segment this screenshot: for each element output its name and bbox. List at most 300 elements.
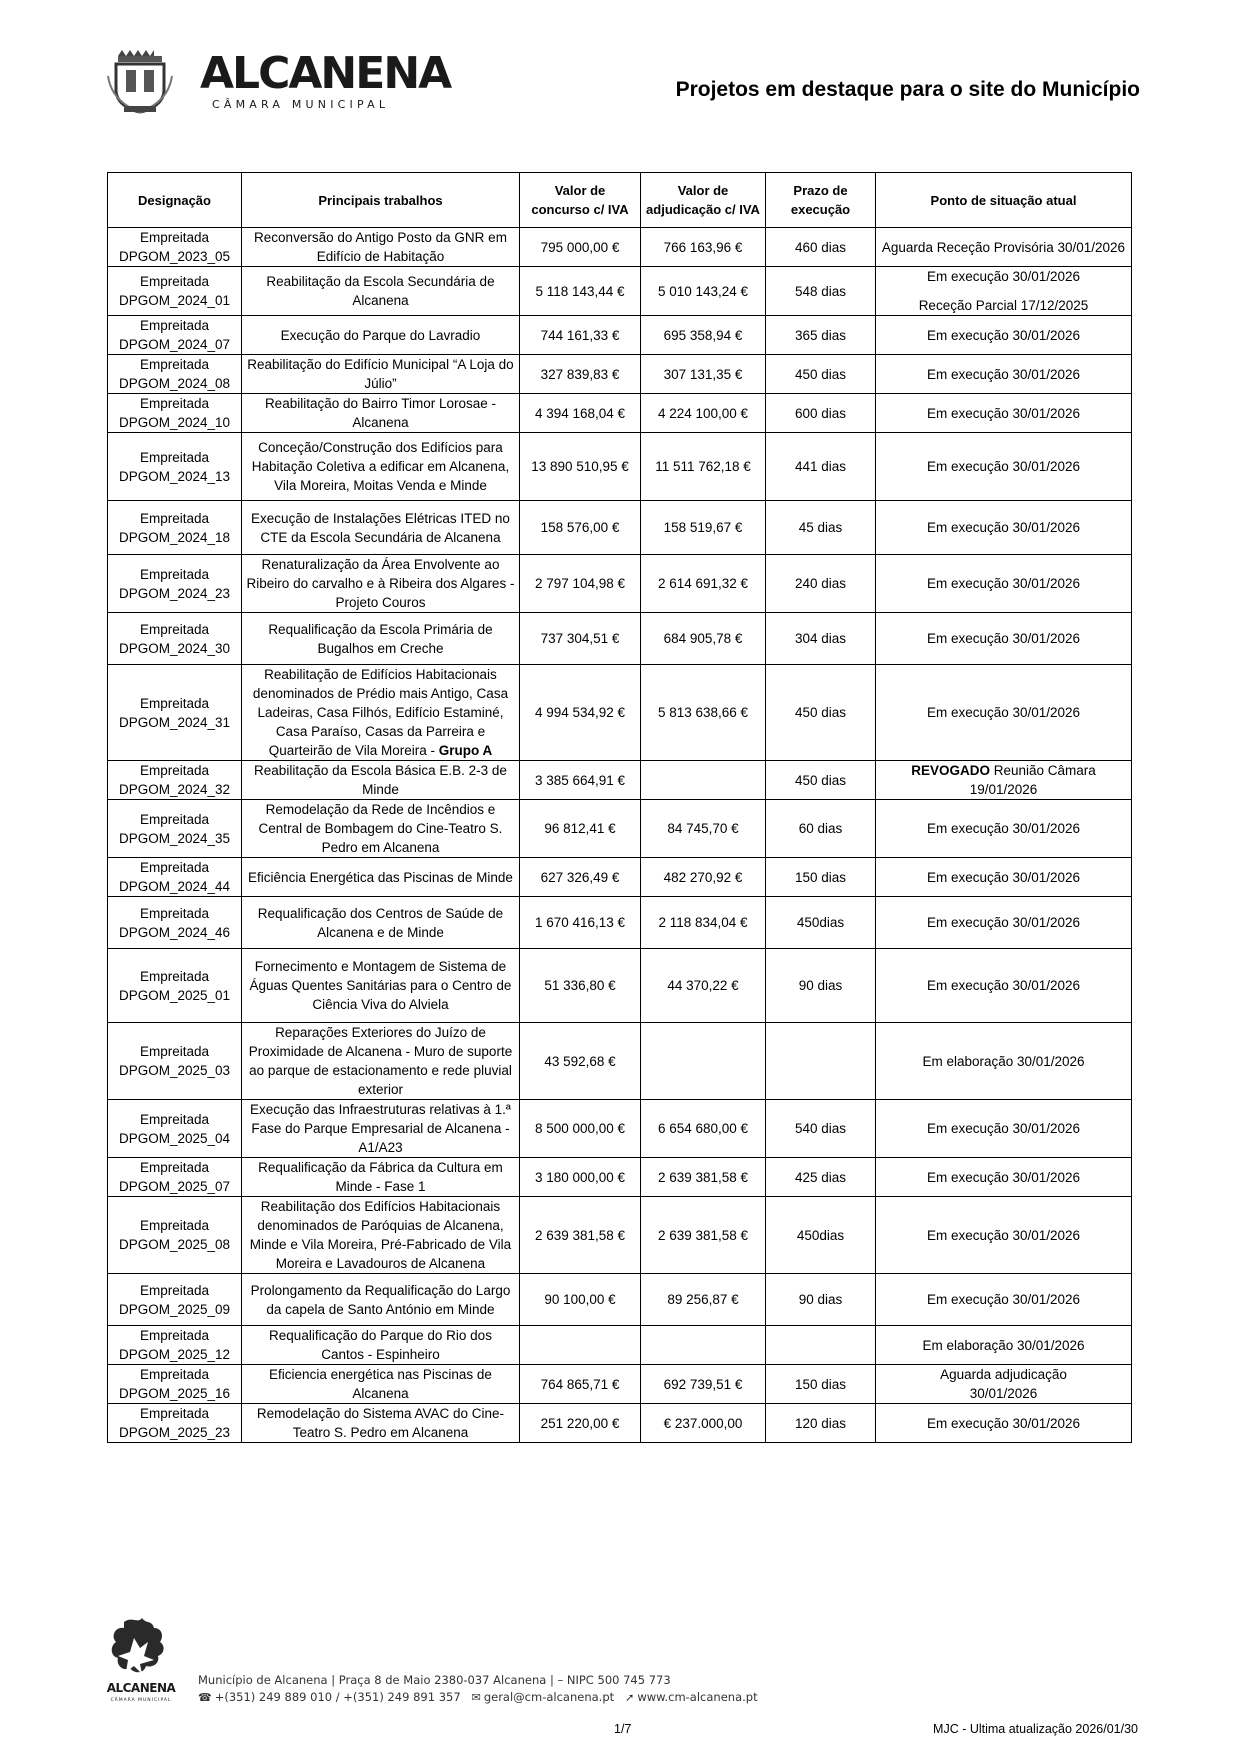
prazo-execucao: 90 dias xyxy=(798,978,843,993)
cell-prazo xyxy=(766,949,876,1023)
cell-trabalhos xyxy=(242,555,520,613)
table-row xyxy=(108,1023,1132,1100)
column-header-designacao: Designação xyxy=(108,173,242,228)
trabalhos-text: Reabilitação de Edifícios Habitacionais denominados de Prédio mais Antigo, Casa Ladeiras, Casa Filhós, Edifício Estaminé, Casa Paraíso, Casas da Parreira e Quarteirão de Vila Moreira - xyxy=(252,667,509,758)
status-text: Em elaboração 30/01/2026 xyxy=(922,1053,1085,1069)
brand-logo xyxy=(200,48,451,111)
page-number: 1/7 xyxy=(614,1722,632,1736)
prazo-execucao: 450dias xyxy=(796,915,845,930)
prazo-execucao: 90 dias xyxy=(798,1292,843,1307)
cell-prazo xyxy=(766,267,876,316)
cell-designacao xyxy=(108,1365,242,1404)
prazo-execucao: 60 dias xyxy=(798,821,843,836)
prazo-execucao: 450dias xyxy=(796,1227,845,1243)
footer-brand-subtitle: CÂMARA MUNICIPAL xyxy=(110,1698,172,1703)
valor-concurso: 158 576,00 € xyxy=(540,520,620,535)
cell-valor-adjudicacao xyxy=(641,1100,766,1158)
cell-trabalhos xyxy=(242,665,520,761)
cell-valor-concurso xyxy=(520,501,641,555)
cell-valor-adjudicacao xyxy=(641,800,766,858)
cell-valor-adjudicacao xyxy=(641,949,766,1023)
prazo-execucao: 240 dias xyxy=(794,576,847,591)
cell-trabalhos xyxy=(242,800,520,858)
cell-situacao xyxy=(876,613,1132,665)
cell-situacao xyxy=(876,1023,1132,1100)
status-text: Aguarda Receção Provisória 30/01/2026 xyxy=(881,239,1126,255)
cell-valor-adjudicacao xyxy=(641,1158,766,1197)
cell-valor-adjudicacao xyxy=(641,1326,766,1365)
cell-valor-adjudicacao xyxy=(641,1404,766,1443)
status-text: Em execução 30/01/2026 xyxy=(926,576,1081,591)
valor-adjudicacao: 2 118 834,04 € xyxy=(658,915,748,930)
prazo-execucao: 365 dias xyxy=(794,327,847,343)
trabalhos-text: Eficiencia energética nas Piscinas de Alcanena xyxy=(269,1367,492,1401)
table-row xyxy=(108,1326,1132,1365)
trabalhos-text: Reparações Exteriores do Juízo de Proximidade de Alcanena - Muro de suporte ao parque de estacionamento e rede pluvial exterior xyxy=(248,1025,513,1097)
table-row xyxy=(108,355,1132,394)
cell-designacao xyxy=(108,1158,242,1197)
status-text: Em execução 30/01/2026 xyxy=(926,631,1081,646)
designacao-code: DPGOM_2024_01 xyxy=(118,293,231,308)
table-row xyxy=(108,665,1132,761)
status-text: Em execução 30/01/2026 xyxy=(926,915,1081,930)
table-row xyxy=(108,394,1132,433)
cell-trabalhos xyxy=(242,1326,520,1365)
cell-situacao xyxy=(876,316,1132,355)
designacao-type: Empreitada xyxy=(139,905,210,921)
valor-concurso: 627 326,49 € xyxy=(540,869,620,885)
column-header-situacao: Ponto de situação atual xyxy=(876,173,1132,228)
cell-situacao xyxy=(876,665,1132,761)
cell-prazo xyxy=(766,858,876,897)
status-text: Em execução 30/01/2026 xyxy=(926,405,1081,421)
footer-address: Município de Alcanena | Praça 8 de Maio 2380-037 Alcanena | – NIPC 500 745 773 xyxy=(198,1673,671,1687)
status-text: Em execução 30/01/2026 xyxy=(926,269,1081,284)
cell-situacao xyxy=(876,228,1132,267)
cell-prazo xyxy=(766,800,876,858)
designacao-type: Empreitada xyxy=(139,274,210,289)
valor-concurso: 737 304,51 € xyxy=(540,631,620,646)
status-text: Em execução 30/01/2026 xyxy=(926,869,1081,885)
table-row xyxy=(108,1197,1132,1274)
valor-concurso: 251 220,00 € xyxy=(540,1415,620,1431)
cell-prazo xyxy=(766,501,876,555)
footer-brand-name: ALCANENA xyxy=(106,1681,176,1695)
valor-concurso: 90 100,00 € xyxy=(544,1292,616,1307)
cell-valor-adjudicacao xyxy=(641,267,766,316)
cell-trabalhos xyxy=(242,897,520,949)
cell-prazo xyxy=(766,897,876,949)
cell-valor-concurso xyxy=(520,613,641,665)
cell-valor-concurso xyxy=(520,316,641,355)
cell-designacao xyxy=(108,949,242,1023)
cell-valor-adjudicacao xyxy=(641,858,766,897)
designacao-type: Empreitada xyxy=(139,695,210,711)
cell-situacao xyxy=(876,761,1132,800)
cell-situacao xyxy=(876,1365,1132,1404)
valor-concurso: 13 890 510,95 € xyxy=(531,459,629,474)
cell-trabalhos xyxy=(242,613,520,665)
trabalhos-text: Conceção/Construção dos Edifícios para Habitação Coletiva a edificar em Alcanena, Vila Moreira, Moitas Venda e Minde xyxy=(251,440,510,493)
status-text: Em execução 30/01/2026 xyxy=(926,1227,1081,1243)
trabalhos-text: Execução das Infraestruturas relativas à 1.ª Fase do Parque Empresarial de Alcanena - A1/A23 xyxy=(250,1102,511,1155)
status-text: Em elaboração 30/01/2026 xyxy=(922,1337,1085,1353)
cell-trabalhos xyxy=(242,1100,520,1158)
designacao-type: Empreitada xyxy=(139,1044,210,1059)
designacao-code: DPGOM_2023_05 xyxy=(118,249,231,264)
trabalhos-text: Remodelação do Sistema AVAC do Cine-Teatro S. Pedro em Alcanena xyxy=(256,1406,505,1440)
valor-concurso: 8 500 000,00 € xyxy=(534,1121,626,1136)
cell-prazo xyxy=(766,1365,876,1404)
cell-prazo xyxy=(766,613,876,665)
valor-adjudicacao: 307 131,35 € xyxy=(663,366,743,382)
cell-situacao xyxy=(876,1197,1132,1274)
table-row xyxy=(108,228,1132,267)
column-header-trabalhos: Principais trabalhos xyxy=(242,173,520,228)
cell-valor-adjudicacao xyxy=(641,1365,766,1404)
cell-trabalhos xyxy=(242,501,520,555)
designacao-type: Empreitada xyxy=(139,1218,210,1233)
trabalhos-text: Prolongamento da Requalificação do Largo da capela de Santo António em Minde xyxy=(250,1282,511,1317)
designacao-code: DPGOM_2025_16 xyxy=(118,1386,231,1401)
status-text: Reunião Câmara 19/01/2026 xyxy=(969,763,1096,797)
cell-valor-adjudicacao xyxy=(641,433,766,501)
cell-situacao xyxy=(876,555,1132,613)
cell-situacao xyxy=(876,267,1132,316)
cell-trabalhos xyxy=(242,228,520,267)
designacao-type: Empreitada xyxy=(139,318,210,333)
valor-adjudicacao: 766 163,96 € xyxy=(663,239,743,255)
table-body xyxy=(108,228,1132,1443)
prazo-execucao: 450 dias xyxy=(794,705,847,720)
designacao-type: Empreitada xyxy=(139,1282,210,1298)
designacao-code: DPGOM_2024_44 xyxy=(118,879,231,894)
valor-adjudicacao: 44 370,22 € xyxy=(667,978,739,993)
cell-valor-concurso xyxy=(520,897,641,949)
cell-valor-adjudicacao xyxy=(641,897,766,949)
designacao-type: Empreitada xyxy=(139,1111,210,1127)
designacao-type: Empreitada xyxy=(139,763,210,778)
valor-concurso: 327 839,83 € xyxy=(540,366,620,382)
trabalhos-text: Reabilitação dos Edifícios Habitacionais denominados de Paróquias de Alcanena, Minde e Vila Moreira, Pré-Fabricado de Vila Moreira e Lavadouros de Alcanena xyxy=(249,1199,512,1271)
cell-valor-concurso xyxy=(520,228,641,267)
status-text: 30/01/2026 xyxy=(969,1386,1038,1401)
cell-valor-concurso xyxy=(520,1100,641,1158)
valor-concurso: 4 994 534,92 € xyxy=(534,705,626,720)
designacao-code: DPGOM_2025_03 xyxy=(118,1063,231,1078)
valor-concurso: 96 812,41 € xyxy=(544,821,616,836)
designacao-code: DPGOM_2024_31 xyxy=(118,714,231,730)
designacao-code: DPGOM_2024_18 xyxy=(118,529,231,545)
column-header-valor-adjudicacao: Valor de adjudicação c/ IVA xyxy=(641,173,766,228)
cell-prazo xyxy=(766,394,876,433)
cell-situacao xyxy=(876,355,1132,394)
valor-concurso: 5 118 143,44 € xyxy=(535,283,625,299)
designacao-code: DPGOM_2024_35 xyxy=(118,830,231,846)
table-row xyxy=(108,267,1132,316)
page-title: Projetos em destaque para o site do Município xyxy=(675,78,1140,101)
valor-adjudicacao: 84 745,70 € xyxy=(667,821,739,836)
valor-adjudicacao: 482 270,92 € xyxy=(663,869,743,885)
cell-valor-concurso xyxy=(520,355,641,394)
cell-prazo xyxy=(766,355,876,394)
status-text: Em execução 30/01/2026 xyxy=(926,705,1081,720)
prazo-execucao: 540 dias xyxy=(794,1121,847,1136)
status-text: Em execução 30/01/2026 xyxy=(926,366,1081,382)
designacao-type: Empreitada xyxy=(139,1328,210,1343)
prazo-execucao: 548 dias xyxy=(794,283,847,299)
cell-trabalhos xyxy=(242,949,520,1023)
prazo-execucao: 450 dias xyxy=(794,366,847,382)
valor-concurso: 2 797 104,98 € xyxy=(534,576,626,591)
cell-valor-concurso xyxy=(520,800,641,858)
trabalhos-text: Renaturalização da Área Envolvente ao Ribeiro do carvalho e à Ribeira dos Algares - Projeto Couros xyxy=(246,557,515,610)
cell-prazo xyxy=(766,1023,876,1100)
cell-trabalhos xyxy=(242,1365,520,1404)
cell-situacao xyxy=(876,1158,1132,1197)
designacao-code: DPGOM_2024_46 xyxy=(118,924,231,940)
cell-trabalhos xyxy=(242,1023,520,1100)
valor-concurso: 795 000,00 € xyxy=(540,239,620,255)
cell-designacao xyxy=(108,1197,242,1274)
cell-trabalhos xyxy=(242,394,520,433)
cell-trabalhos xyxy=(242,355,520,394)
cell-situacao xyxy=(876,800,1132,858)
trabalhos-text: Requalificação do Parque do Rio dos Cantos - Espinheiro xyxy=(269,1328,492,1362)
prazo-execucao: 304 dias xyxy=(794,631,847,646)
cell-valor-concurso xyxy=(520,761,641,800)
cell-prazo xyxy=(766,1404,876,1443)
cell-prazo xyxy=(766,555,876,613)
status-text: Aguarda adjudicação xyxy=(940,1367,1067,1382)
status-text: Receção Parcial 17/12/2025 xyxy=(918,298,1089,313)
designacao-code: DPGOM_2024_23 xyxy=(118,585,231,601)
footer-logo-icon xyxy=(104,1614,178,1704)
status-text: Em execução 30/01/2026 xyxy=(926,978,1081,993)
prazo-execucao: 150 dias xyxy=(794,1376,847,1392)
cell-valor-adjudicacao xyxy=(641,1023,766,1100)
footer-phone: +(351) 249 889 010 / +(351) 249 891 357 xyxy=(214,1690,461,1704)
valor-concurso: 764 865,71 € xyxy=(540,1376,620,1392)
valor-adjudicacao: 684 905,78 € xyxy=(663,631,743,646)
designacao-type: Empreitada xyxy=(139,968,210,984)
designacao-code: DPGOM_2025_23 xyxy=(118,1425,231,1440)
cell-valor-adjudicacao xyxy=(641,228,766,267)
phone-icon: ☎ xyxy=(198,1691,212,1704)
table-row xyxy=(108,1158,1132,1197)
valor-concurso: 744 161,33 € xyxy=(540,327,620,343)
cell-designacao xyxy=(108,858,242,897)
cell-designacao xyxy=(108,394,242,433)
cell-valor-adjudicacao xyxy=(641,555,766,613)
cell-valor-adjudicacao xyxy=(641,613,766,665)
cell-valor-concurso xyxy=(520,858,641,897)
status-line xyxy=(880,761,1127,799)
valor-adjudicacao: 89 256,87 € xyxy=(667,1292,739,1307)
trabalhos-text: Reabilitação da Escola Secundária de Alcanena xyxy=(266,274,495,308)
cell-designacao xyxy=(108,613,242,665)
cell-designacao xyxy=(108,897,242,949)
table-row xyxy=(108,761,1132,800)
designacao-type: Empreitada xyxy=(139,566,210,582)
prazo-execucao: 600 dias xyxy=(794,405,847,421)
cell-valor-adjudicacao xyxy=(641,316,766,355)
trabalhos-text: Requalificação dos Centros de Saúde de Alcanena e de Minde xyxy=(257,905,504,940)
table-row xyxy=(108,501,1132,555)
valor-adjudicacao: 695 358,94 € xyxy=(663,327,743,343)
valor-adjudicacao: 692 739,51 € xyxy=(663,1376,743,1392)
designacao-code: DPGOM_2024_30 xyxy=(118,640,231,656)
trabalhos-text: Reabilitação da Escola Básica E.B. 2-3 de Minde xyxy=(254,763,507,797)
cell-prazo xyxy=(766,1197,876,1274)
cell-valor-concurso xyxy=(520,1326,641,1365)
table-header-row xyxy=(108,173,1132,228)
prazo-execucao: 150 dias xyxy=(794,869,847,885)
trabalhos-text: Fornecimento e Montagem de Sistema de Águas Quentes Sanitárias para o Centro de Ciência Viva do Alviela xyxy=(249,959,512,1012)
cell-designacao xyxy=(108,800,242,858)
cell-situacao xyxy=(876,858,1132,897)
cell-situacao xyxy=(876,433,1132,501)
designacao-code: DPGOM_2024_07 xyxy=(118,337,231,352)
cell-valor-adjudicacao xyxy=(641,1197,766,1274)
designacao-type: Empreitada xyxy=(139,1367,210,1382)
cell-trabalhos xyxy=(242,433,520,501)
designacao-code: DPGOM_2025_08 xyxy=(118,1237,231,1252)
footer-email[interactable]: geral@cm-alcanena.pt xyxy=(483,1690,615,1704)
table-row xyxy=(108,1365,1132,1404)
cell-situacao xyxy=(876,1274,1132,1326)
valor-concurso: 4 394 168,04 € xyxy=(534,405,626,421)
cell-prazo xyxy=(766,1274,876,1326)
cell-situacao xyxy=(876,394,1132,433)
valor-adjudicacao: 4 224 100,00 € xyxy=(657,405,749,421)
status-text: Em execução 30/01/2026 xyxy=(926,1415,1081,1431)
footer-website[interactable]: www.cm-alcanena.pt xyxy=(637,1690,758,1704)
cell-trabalhos xyxy=(242,1404,520,1443)
cell-prazo xyxy=(766,1326,876,1365)
status-text: Em execução 30/01/2026 xyxy=(926,1292,1081,1307)
cell-situacao xyxy=(876,1326,1132,1365)
cell-trabalhos xyxy=(242,267,520,316)
projects-table xyxy=(107,172,1132,1443)
cell-situacao xyxy=(876,897,1132,949)
cell-valor-concurso xyxy=(520,665,641,761)
cell-trabalhos xyxy=(242,761,520,800)
valor-adjudicacao: € 237.000,00 xyxy=(663,1415,743,1431)
table-row xyxy=(108,555,1132,613)
brand-name: ALCANENA xyxy=(200,48,451,99)
cell-prazo xyxy=(766,665,876,761)
cell-designacao xyxy=(108,665,242,761)
cell-prazo xyxy=(766,228,876,267)
cell-valor-concurso xyxy=(520,267,641,316)
cell-valor-adjudicacao xyxy=(641,761,766,800)
prazo-execucao: 441 dias xyxy=(794,459,847,474)
table-row xyxy=(108,1274,1132,1326)
table-row xyxy=(108,800,1132,858)
cell-valor-concurso xyxy=(520,949,641,1023)
table-row xyxy=(108,316,1132,355)
cell-situacao xyxy=(876,501,1132,555)
cell-valor-adjudicacao xyxy=(641,394,766,433)
trabalhos-text: Eficiência Energética das Piscinas de Minde xyxy=(248,869,513,885)
cell-situacao xyxy=(876,949,1132,1023)
cell-designacao xyxy=(108,1100,242,1158)
municipal-crest-icon xyxy=(104,46,176,116)
footer-contacts xyxy=(198,1672,758,1706)
cell-valor-concurso xyxy=(520,433,641,501)
designacao-code: DPGOM_2025_04 xyxy=(118,1130,231,1146)
last-updated: MJC - Ultima atualização 2026/01/30 xyxy=(933,1722,1138,1736)
cell-valor-concurso xyxy=(520,1365,641,1404)
prazo-execucao: 45 dias xyxy=(798,520,843,535)
cell-designacao xyxy=(108,228,242,267)
status-badge: REVOGADO xyxy=(911,763,990,778)
cell-trabalhos xyxy=(242,1158,520,1197)
cell-valor-adjudicacao xyxy=(641,501,766,555)
cell-designacao xyxy=(108,316,242,355)
valor-adjudicacao: 11 511 762,18 € xyxy=(655,459,751,474)
valor-concurso: 51 336,80 € xyxy=(544,978,616,993)
cell-valor-concurso xyxy=(520,1158,641,1197)
column-header-valor-concurso: Valor de concurso c/ IVA xyxy=(520,173,641,228)
cell-situacao xyxy=(876,1404,1132,1443)
designacao-type: Empreitada xyxy=(139,1160,210,1175)
valor-concurso: 1 670 416,13 € xyxy=(534,915,626,930)
status-text: Em execução 30/01/2026 xyxy=(926,520,1081,535)
footer-contact-line xyxy=(198,1689,758,1706)
cell-prazo xyxy=(766,433,876,501)
table-row xyxy=(108,858,1132,897)
cell-valor-concurso xyxy=(520,1404,641,1443)
cell-prazo xyxy=(766,1100,876,1158)
designacao-type: Empreitada xyxy=(139,230,210,245)
prazo-execucao: 450 dias xyxy=(794,772,847,788)
table-row xyxy=(108,1404,1132,1443)
cell-designacao xyxy=(108,501,242,555)
status-text: Em execução 30/01/2026 xyxy=(926,327,1081,343)
status-text: Em execução 30/01/2026 xyxy=(926,1169,1081,1185)
cell-prazo xyxy=(766,761,876,800)
cell-trabalhos xyxy=(242,316,520,355)
designacao-type: Empreitada xyxy=(139,860,210,875)
table-row xyxy=(108,897,1132,949)
cell-trabalhos xyxy=(242,1274,520,1326)
designacao-type: Empreitada xyxy=(139,357,210,372)
cell-designacao xyxy=(108,267,242,316)
table-row xyxy=(108,613,1132,665)
designacao-type: Empreitada xyxy=(139,1406,210,1421)
designacao-code: DPGOM_2025_09 xyxy=(118,1301,231,1317)
status-text: Em execução 30/01/2026 xyxy=(926,1121,1081,1136)
cell-valor-adjudicacao xyxy=(641,665,766,761)
valor-concurso: 3 385 664,91 € xyxy=(534,772,626,788)
trabalhos-text: Requalificação da Fábrica da Cultura em Minde - Fase 1 xyxy=(258,1160,503,1194)
valor-adjudicacao: 6 654 680,00 € xyxy=(657,1121,749,1136)
cell-valor-adjudicacao xyxy=(641,355,766,394)
designacao-code: DPGOM_2024_32 xyxy=(118,782,231,797)
trabalhos-text: Execução do Parque do Lavradio xyxy=(280,327,481,343)
cursor-icon: ➚ xyxy=(625,1691,635,1704)
cell-valor-concurso xyxy=(520,394,641,433)
prazo-execucao: 120 dias xyxy=(794,1415,847,1431)
cell-situacao xyxy=(876,1100,1132,1158)
column-header-prazo: Prazo de execução xyxy=(766,173,876,228)
designacao-type: Empreitada xyxy=(139,811,210,827)
valor-adjudicacao: 2 639 381,58 € xyxy=(657,1169,749,1185)
designacao-type: Empreitada xyxy=(139,621,210,637)
cell-trabalhos xyxy=(242,858,520,897)
